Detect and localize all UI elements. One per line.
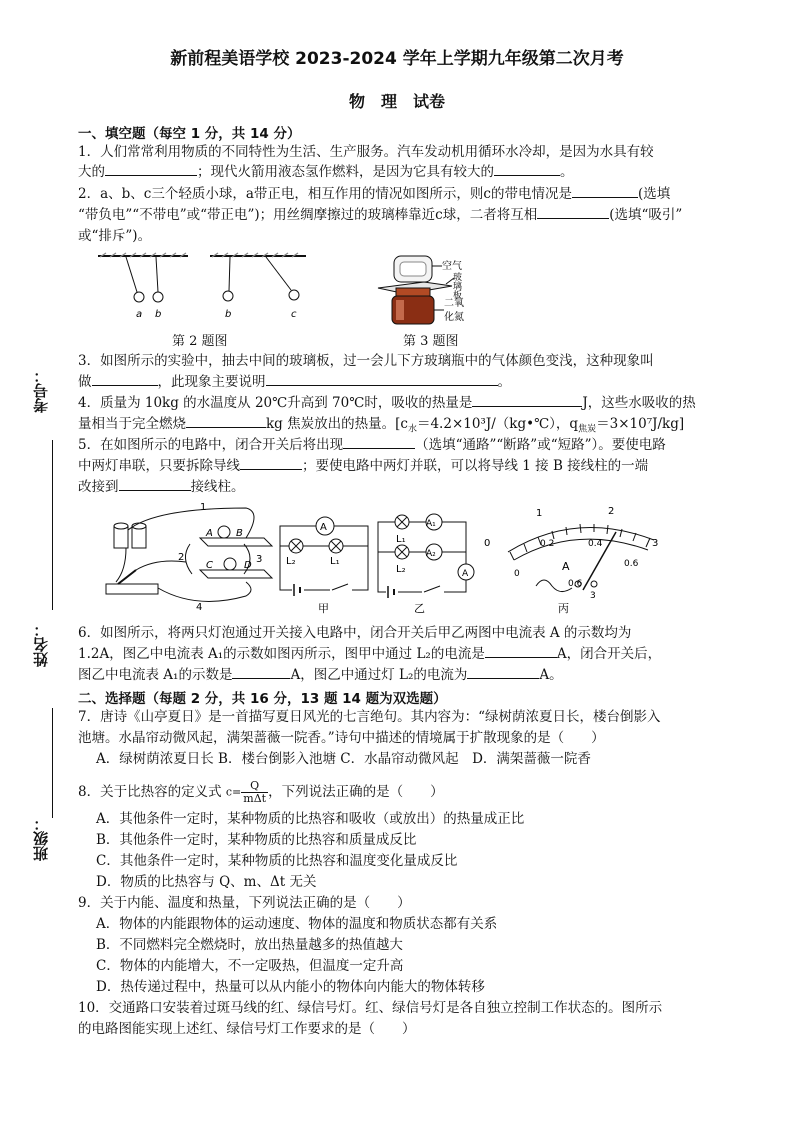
q7-options: A．绿树荫浓夏日长 B．楼台倒影入池塘 C．水晶帘动微风起 D．满架蔷薇一院香 [96,751,591,767]
q9-option-a: A．物体的内能跟物体的运动速度、物体的温度和物质状态都有关系 [96,916,498,932]
circuit-figures [96,500,676,616]
answer-blank [485,645,557,658]
q1-line2: 大的 ；现代火箭用液态氢作燃料，是因为它具有较大的 。 [78,164,574,180]
svg-text:B: B [236,528,243,539]
answer-blank [467,666,539,679]
fig2-balls-diagram [96,252,316,324]
svg-text:2: 2 [178,552,185,563]
svg-text:0.6: 0.6 [624,559,639,569]
section-choice: 二、选择题（每题 2 分，共 16 分，13 题 14 题为双选题） [78,691,447,707]
svg-text:3: 3 [590,591,596,601]
q8-stem: 8．关于比热容的定义式 c= Q mΔt ，下列说法正确的是（ ） [78,779,444,805]
answer-blank [266,373,498,386]
answer-blank [494,163,560,176]
air-label: 空气 [442,261,462,272]
q8-option-a: A．其他条件一定时，某种物质的比热容和吸收（或放出）的热量成正比 [96,811,525,827]
svg-text:0.2: 0.2 [540,539,555,549]
q3-line1: 3．如图所示的实验中，抽去中间的玻璃板，过一会儿下方玻璃瓶中的气体颜色变浅，这种现象叫 [78,353,654,369]
ball-b-label: b [225,309,232,320]
q10-line2: 的电路图能实现上述红、绿信号灯工作要求的是（ ） [78,1021,416,1037]
q9-option-c: C．物体的内能增大，不一定吸热，但温度一定升高 [96,958,404,974]
q5-line1: 5．在如图所示的电路中，闭合开关后将出现 （选填“通路”“断路”或“短路”）。要使电路 [78,437,666,453]
svg-text:甲: 甲 [318,602,329,615]
q8-option-b: B．其他条件一定时，某种物质的比热容和质量成反比 [96,832,417,848]
svg-text:A: A [206,528,213,539]
exam-title: 新前程美语学校 2023-2024 学年上学期九年级第二次月考 [170,49,624,69]
specific-heat-formula: c= Q mΔt [225,779,267,805]
svg-text:C: C [206,560,213,571]
svg-text:A₁: A₁ [426,519,436,529]
q2-line1: 2．a、b、c三个轻质小球，a带正电，相互作用的情况如图所示，则c的带电情况是 (选填 [78,186,671,202]
q6-line2: 1.2A，图乙中电流表 A₁的示数如图丙所示，图甲中通过 L₂的电流是 A，闭合开关后， [78,646,662,662]
q9-option-b: B．不同燃料完全燃烧时，放出热量越多的热值越大 [96,937,403,953]
svg-text:1: 1 [200,502,207,513]
q4-line1: 4．质量为 10kg 的水温度从 20℃升高到 70℃时，吸收的热量是 J，这些水吸收的热 [78,395,696,411]
q4-line2: 量相当于完全燃烧 kg 焦炭放出的热量。[$c_水=4.2\times 10^3J/(kg•℃)$，$q_{焦炭}=3\times 10^7J/kg$] [78,416,685,435]
q8-option-c: C．其他条件一定时，某种物质的比热容和温度变化量成反比 [96,853,458,869]
answer-blank [119,478,191,491]
answer-blank [572,185,638,198]
svg-text:L₁: L₁ [396,534,406,545]
q9-stem: 9．关于内能、温度和热量，下列说法正确的是（ ） [78,895,411,911]
no2-label: 二氧 [444,298,464,309]
svg-text:A: A [320,522,327,533]
section-fill-blank: 一、填空题（每空 1 分，共 14 分） [78,126,301,142]
svg-text:3: 3 [652,538,659,549]
q9-option-d: D．热传递过程中，热量可以从内能小的物体向内能大的物体转移 [96,979,485,995]
svg-text:4: 4 [196,602,203,613]
svg-text:L₁: L₁ [330,556,340,567]
q6-line1: 6．如图所示，将两只灯泡通过开关接入电路中，闭合开关后甲乙两图中电流表 A 的示数均为 [78,625,632,641]
circuit-yi-diagram [378,514,474,615]
svg-text:L₂: L₂ [286,556,296,567]
q2-line3: 或“排斥”)。 [78,228,152,244]
svg-text:A: A [562,560,570,573]
q7-line2: 池塘。水晶帘动微风起，满架蔷薇一院香。”诗句中描述的情境属于扩散现象的是（ ） [78,730,605,746]
svg-text:乙: 乙 [414,602,425,615]
svg-text:2: 2 [608,506,615,517]
class-label: 班级： [32,816,50,861]
svg-text:L₂: L₂ [396,564,406,575]
svg-text:3: 3 [256,554,263,565]
svg-text:A₂: A₂ [426,549,436,559]
exam-number-label: 考号： [32,368,50,413]
circuit-jia-diagram [280,517,368,615]
q6-line3: 图乙中电流表 A₁的示数是 A，图乙中通过灯 L₂的电流为 A。 [78,667,563,683]
answer-blank [92,373,158,386]
q8-option-d: D．物质的比热容与 Q、m、Δt 无关 [96,874,317,890]
no2-label: 化氮 [444,312,464,323]
fig3-diffusion-diagram [372,254,482,328]
q5-line3: 改接到 接线柱。 [78,479,245,495]
answer-blank [232,666,290,679]
q3-line2: 做 ，此现象主要说明 。 [78,374,511,390]
q5-line2: 中两灯串联，只要拆除导线 ；要使电路中两灯并联，可以将导线 1 接 B 接线柱的一端 [78,458,649,474]
q10-line1: 10．交通路口安装着过斑马线的红、绿信号灯。红、绿信号灯是各自独立控制工作状态的。图所示 [78,1000,663,1016]
q2-line2: “带负电”“不带电”或“带正电”)；用丝绸摩擦过的玻璃棒靠近c球，二者将互相 (选填“吸引” [78,207,683,223]
q5-circuit-diagram [106,502,272,613]
ammeter-bing-diagram [484,506,658,615]
ball-b-label: b [155,309,162,320]
svg-text:D: D [244,560,252,571]
svg-text:0: 0 [514,569,520,579]
answer-blank [186,415,266,428]
answer-blank [343,436,415,449]
answer-blank [240,457,302,470]
svg-text:A: A [462,569,469,579]
answer-blank [105,163,197,176]
q1-line1: 1．人们常常利用物质的不同特性为生活、生产服务。汽车发动机用循环水冷却，是因为水具有较 [78,144,654,160]
svg-text:0.4: 0.4 [588,539,603,549]
binding-line [52,440,53,610]
binding-line [52,708,53,818]
q7-line1: 7．唐诗《山亭夏日》是一首描写夏日风光的七言绝句。其内容为：“绿树荫浓夏日长，楼台倒影入 [78,709,661,725]
glass-plate-label: 玻璃板 [451,272,461,299]
fig2-caption: 第 2 题图 [172,334,228,349]
answer-blank [537,206,609,219]
ball-a-label: a [136,309,143,320]
svg-text:丙: 丙 [558,602,569,615]
svg-text:0: 0 [484,538,491,549]
svg-text:0.6: 0.6 [568,579,583,589]
ball-c-label: c [291,309,297,320]
fig3-caption: 第 3 题图 [403,334,459,349]
exam-subtitle: 物 理 试卷 [348,92,445,111]
answer-blank [472,394,582,407]
name-label: 姓名： [32,622,50,667]
svg-text:1: 1 [536,508,543,519]
